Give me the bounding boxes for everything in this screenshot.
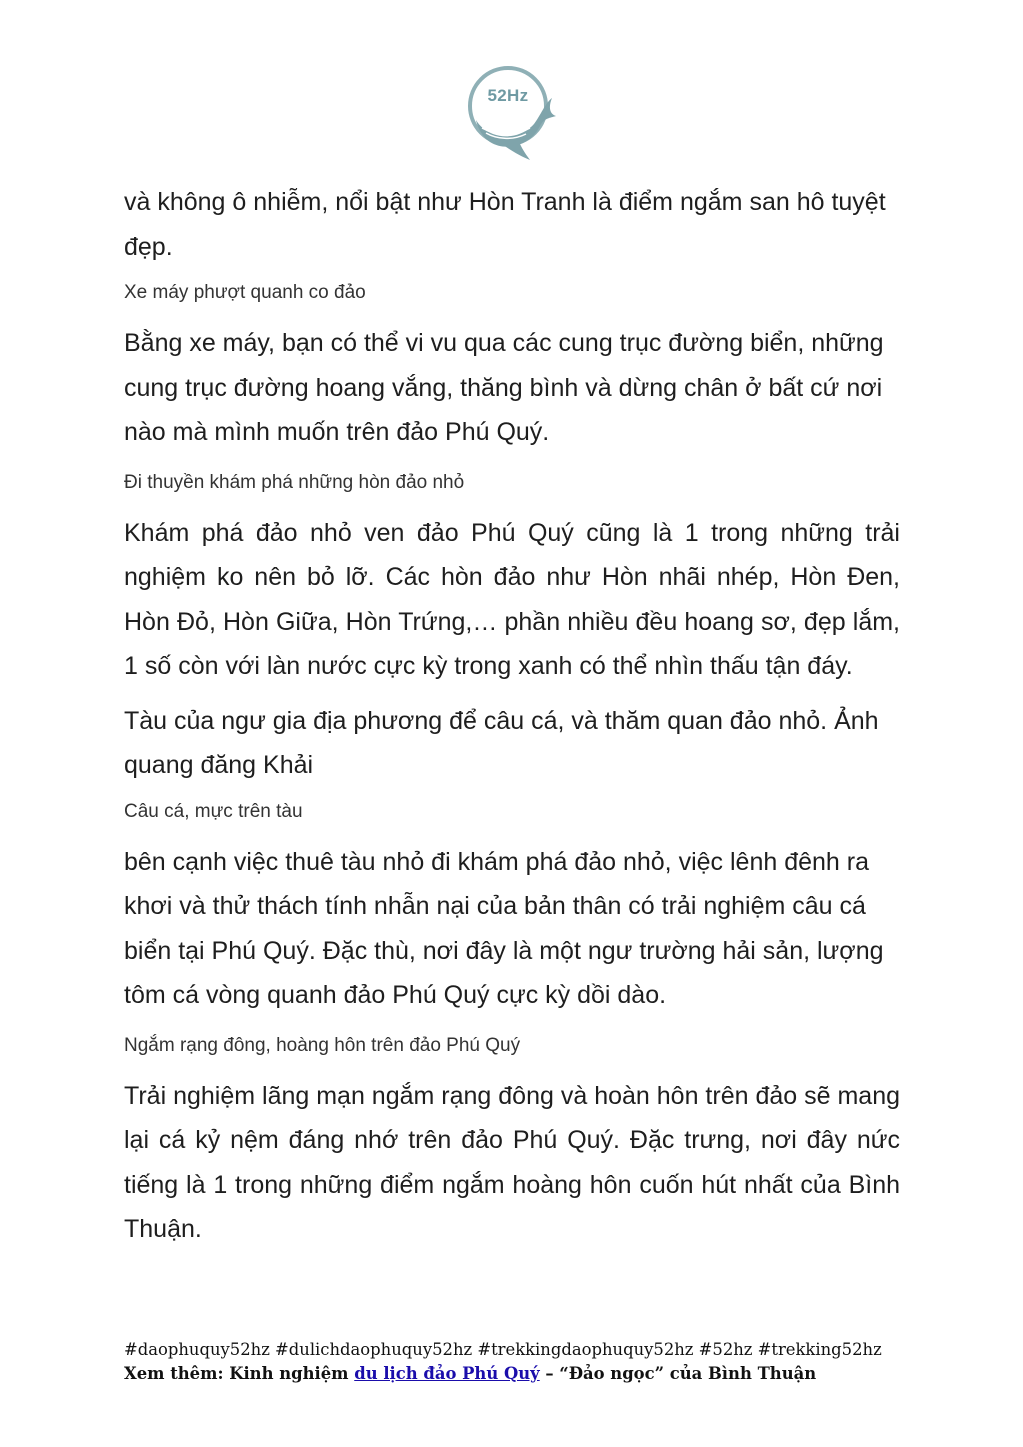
caption-fishing: Câu cá, mực trên tàu — [124, 800, 303, 822]
paragraph-motorbike: Bằng xe máy, bạn có thể vi vu qua các cung trục đường biển, những cung trục đường hoang vắng, thăng bình và dừng chân ở bất cứ nơi nào mà mình muốn trên đảo Phú Quý. — [124, 329, 884, 446]
logo-text: 52Hz — [487, 86, 529, 105]
see-more-suffix: – “Đảo ngọc” của Bình Thuận — [539, 1364, 817, 1383]
see-more-link[interactable]: du lịch đảo Phú Quý — [354, 1364, 540, 1383]
article-body — [124, 180, 900, 1252]
paragraph-boat: Khám phá đảo nhỏ ven đảo Phú Quý cũng là 1 trong những trải nghiệm ko nên bỏ lỡ. Các hòn đảo như Hòn nhãi nhép, Hòn Đen, Hòn Đỏ, Hòn Giữa, Hòn Trứng,… phần nhiều đều hoang sơ, đẹp lắm, 1 số còn với làn nước cực kỳ trong xanh có thể nhìn thấu tận đáy. — [124, 518, 900, 680]
caption-sunset: Ngắm rạng đông, hoàng hôn trên đảo Phú Quý — [124, 1034, 521, 1056]
paragraph-sunset: Trải nghiệm lãng mạn ngắm rạng đông và hoàn hôn trên đảo sẽ mang lại cá kỷ nệm đáng nhớ trên đảo Phú Quý. Đặc trưng, nơi đây nức tiếng là 1 trong những điểm ngắm hoàng hôn cuốn hút nhất của Bình Thuận. — [124, 1081, 900, 1243]
hashtags: #daophuquy52hz #dulichdaophuquy52hz #trekkingdaophuquy52hz #52hz #trekking52hz — [124, 1340, 882, 1359]
brand-logo — [466, 58, 560, 162]
see-more-line — [124, 1362, 904, 1386]
caption-boat: Đi thuyền khám phá những hòn đảo nhỏ — [124, 471, 465, 493]
see-more-prefix: Xem thêm: Kinh nghiệm — [124, 1364, 355, 1383]
paragraph-coral: và không ô nhiễm, nổi bật như Hòn Tranh là điểm ngắm san hô tuyệt đẹp. — [124, 188, 886, 261]
page-footer — [124, 1338, 904, 1386]
paragraph-fishing: bên cạnh việc thuê tàu nhỏ đi khám phá đảo nhỏ, việc lênh đênh ra khơi và thử thách tính nhẫn nại của bản thân có trải nghiệm câu cá biển tại Phú Quý. Đặc thù, nơi đây là một ngư trường hải sản, lượng tôm cá vòng quanh đảo Phú Quý cực kỳ dồi dào. — [124, 847, 884, 1009]
paragraph-photo-credit: Tàu của ngư gia địa phương để câu cá, và thăm quan đảo nhỏ. Ảnh quang đăng Khải — [124, 706, 879, 779]
whale-icon — [466, 58, 560, 162]
caption-motorbike: Xe máy phượt quanh co đảo — [124, 282, 366, 303]
